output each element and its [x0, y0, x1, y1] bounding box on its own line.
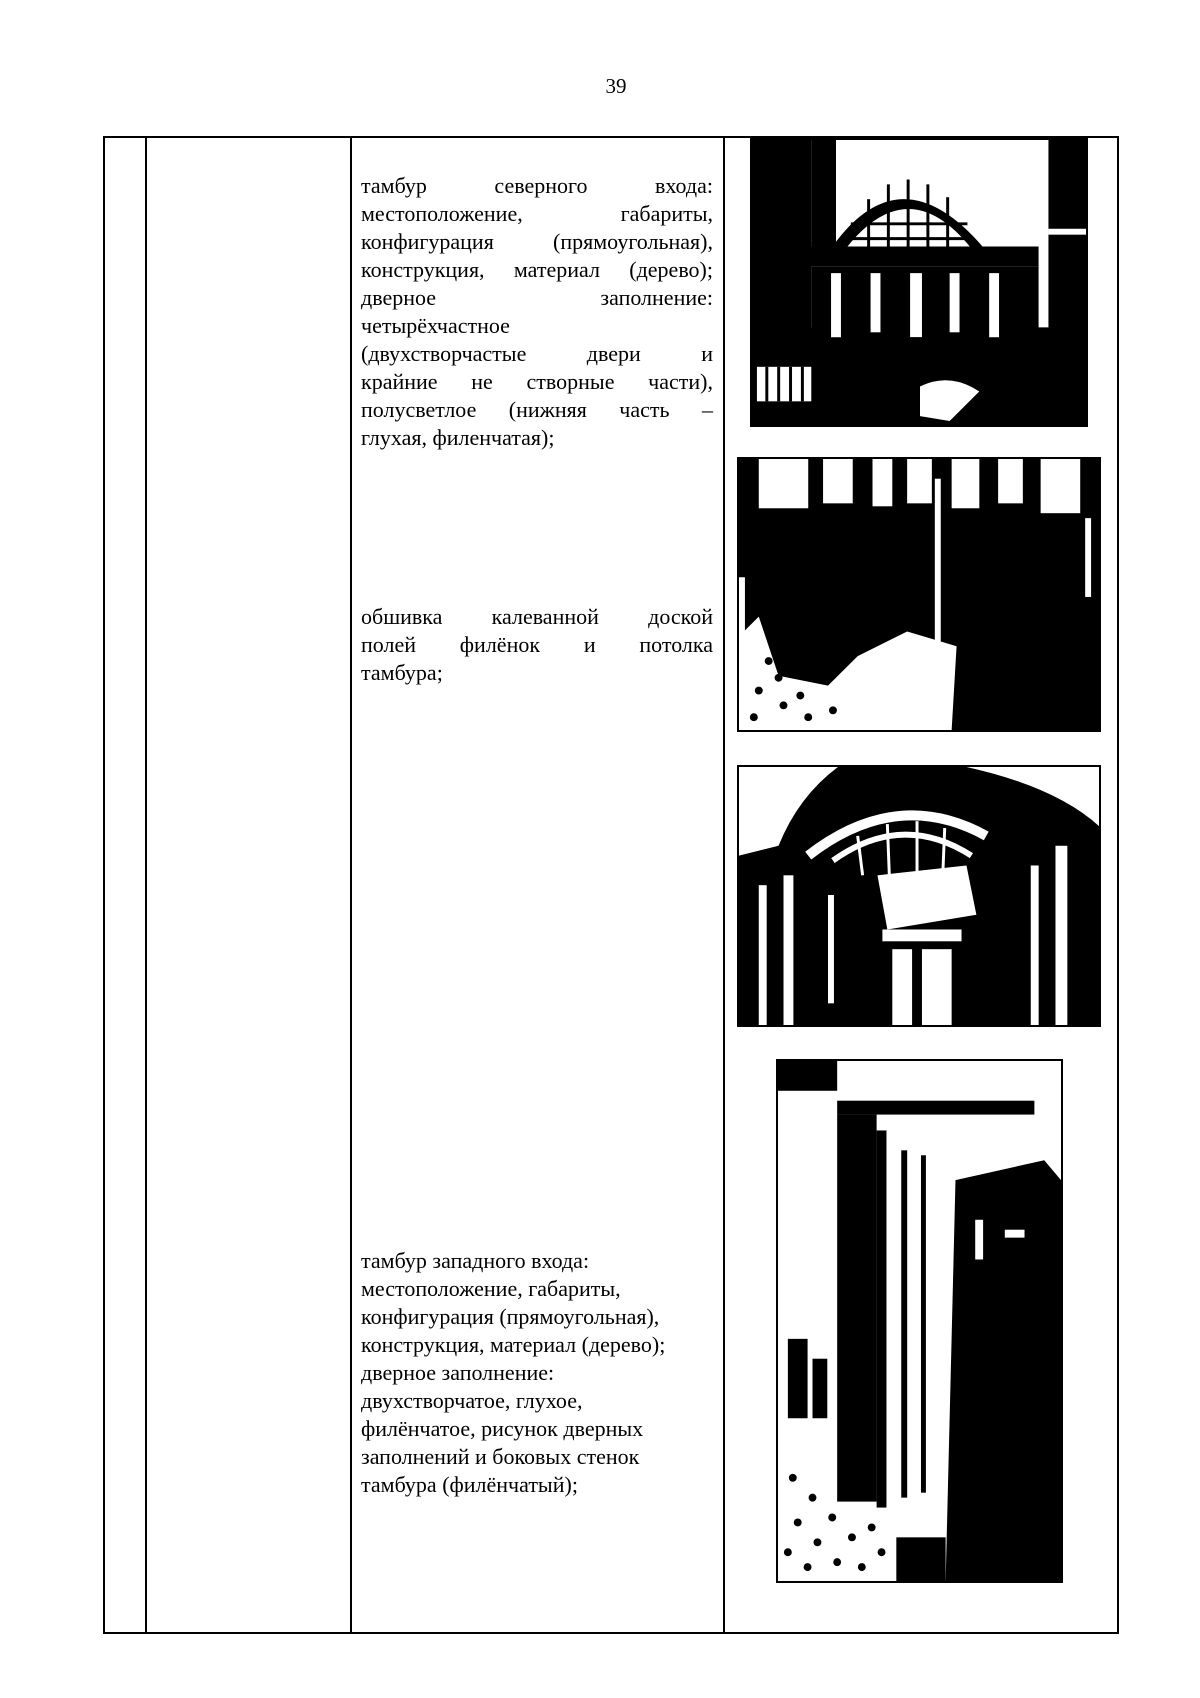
text-line: (двухстворчастые двери и	[361, 341, 713, 366]
text-line: дверное заполнение:	[361, 1360, 555, 1385]
text-line: тамбура (филёнчатый);	[361, 1472, 578, 1497]
text-line: конфигурация (прямоугольная),	[361, 229, 713, 254]
text-line: глухая, филенчатая);	[361, 425, 555, 450]
text-line: заполнений и боковых стенок	[361, 1444, 640, 1469]
column-divider-1	[145, 136, 147, 1634]
text-line: полусветлое (нижняя часть –	[361, 397, 713, 422]
text-line: дверное заполнение:	[361, 285, 713, 310]
section-west-vestibule-text	[361, 1247, 713, 1499]
photo-vestibule-interior	[737, 457, 1101, 732]
text-line: филёнчатое, рисунок дверных	[361, 1416, 644, 1441]
photo-arched-window-interior	[737, 765, 1101, 1027]
text-line: конструкция, материал (дерево);	[361, 1332, 666, 1357]
text-line: тамбур западного входа:	[361, 1248, 590, 1273]
section-north-vestibule-text	[361, 172, 713, 452]
photo-north-vestibule	[750, 138, 1088, 427]
section-panel-lining-text	[361, 603, 713, 687]
text-line: полей филёнок и потолка	[361, 632, 713, 657]
text-line: конструкция, материал (дерево);	[361, 257, 713, 282]
column-divider-2	[350, 136, 352, 1634]
text-line: четырёхчастное	[361, 313, 510, 338]
text-line: местоположение, габариты,	[361, 201, 713, 226]
text-line: двухстворчатое, глухое,	[361, 1388, 583, 1413]
photo-west-vestibule	[776, 1059, 1063, 1583]
text-line: тамбур северного входа:	[361, 173, 713, 198]
text-line: обшивка калеванной доской	[361, 604, 713, 629]
text-line: крайние не створные части),	[361, 369, 713, 394]
text-line: местоположение, габариты,	[361, 1276, 621, 1301]
column-divider-3	[723, 136, 725, 1634]
page-number: 39	[605, 74, 627, 98]
text-line: конфигурация (прямоугольная),	[361, 1304, 660, 1329]
text-line: тамбура;	[361, 660, 443, 685]
